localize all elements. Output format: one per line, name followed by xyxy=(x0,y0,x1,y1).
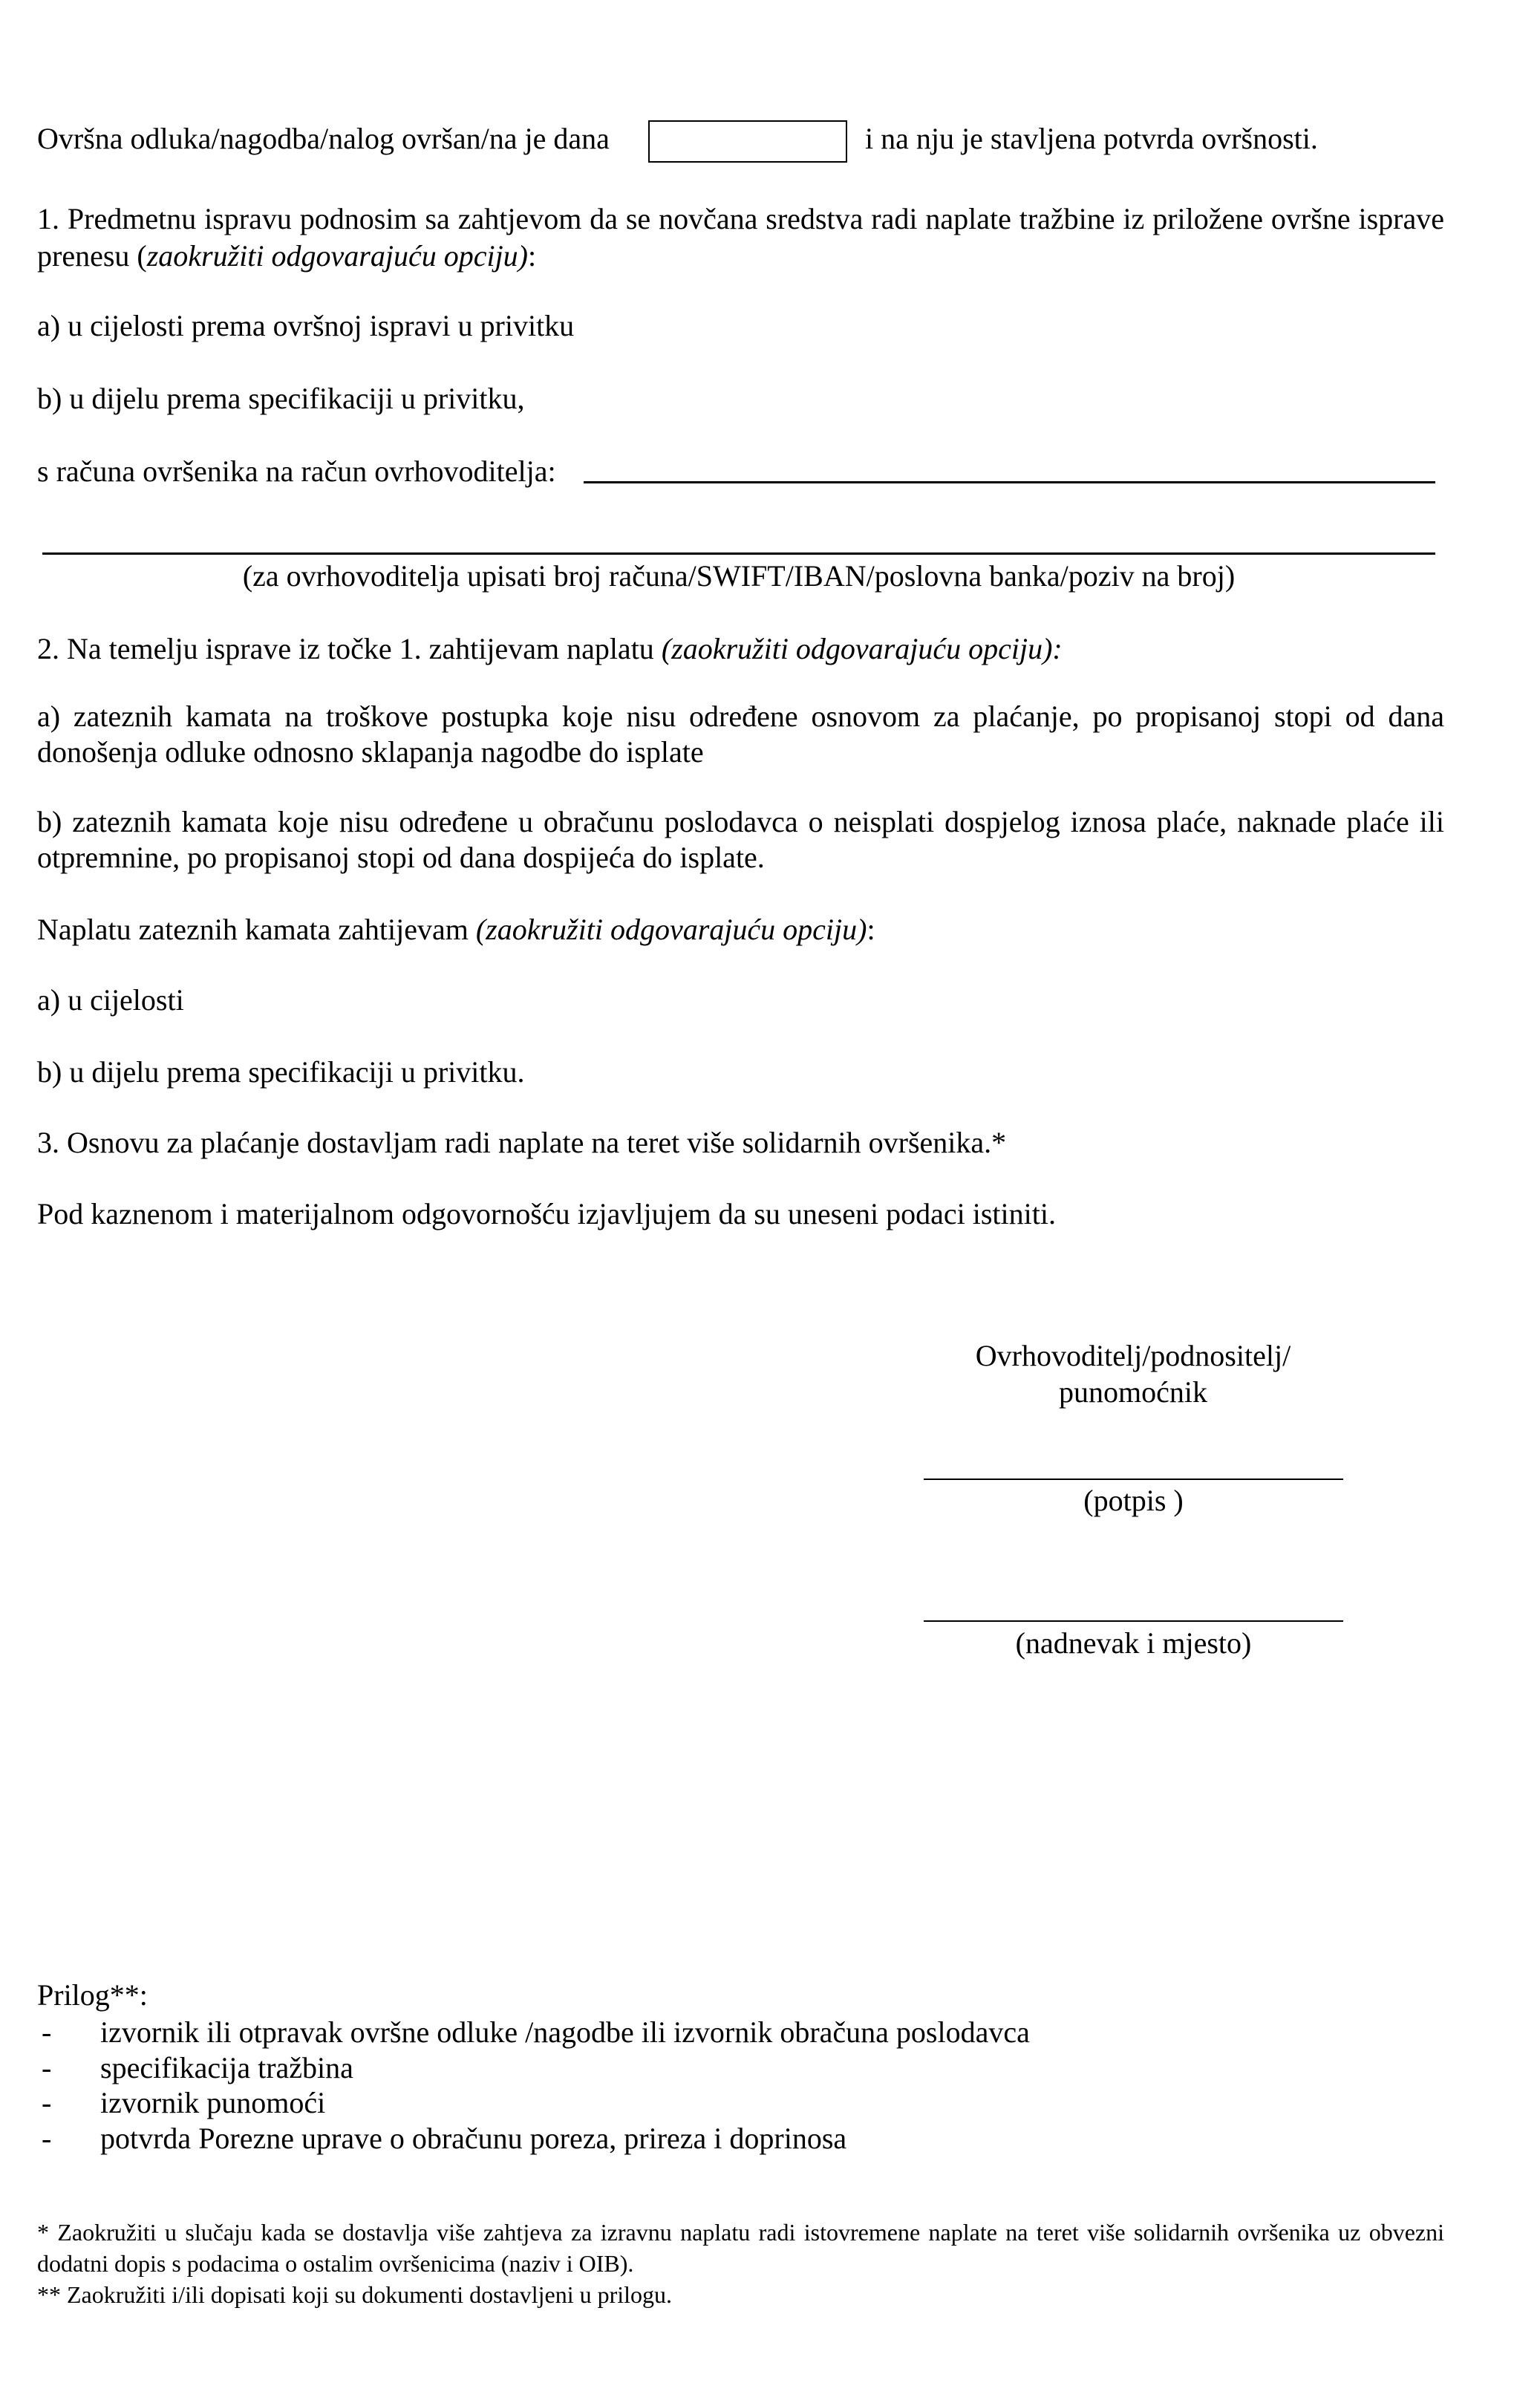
interest-colon: : xyxy=(867,913,875,946)
enforcement-date-label: Ovršna odluka/nagodba/nalog ovršan/na je dana xyxy=(37,122,610,155)
footnote-double-star: ** Zaokružiti i/ili dopisati koji su dokumenti dostavljeni u prilogu. xyxy=(37,2281,673,2308)
account-label: s računa ovršenika na račun ovrhovoditelja: xyxy=(37,454,556,488)
section-2-option-b[interactable]: b) zateznih kamata koje nisu određene u obračunu poslodavca o neisplati dospjelog iznosa plaće, naknade plaće ili otpremnine, po propisanoj stopi od dana dospijeća do isplate. xyxy=(37,805,1444,874)
interest-heading xyxy=(37,915,875,945)
signature-field[interactable] xyxy=(924,1441,1343,1479)
account-underline xyxy=(584,481,1435,483)
account-caption: (za ovrhovoditelja upisati broj računa/SWIFT/IBAN/poslovna banka/poziv na broj) xyxy=(242,559,1236,593)
declaration-text: Pod kaznenom i materijalnom odgovornošću izjavljujem da su uneseni podaci istiniti. xyxy=(37,1197,1056,1230)
account-input[interactable] xyxy=(584,453,1435,483)
account-underline-2 xyxy=(42,552,1435,555)
attachment-item[interactable]: potvrda Porezne uprave o obračunu poreza, prireza i doprinosa xyxy=(100,2122,847,2155)
date-place-field[interactable] xyxy=(924,1582,1343,1620)
section-1-instruction: zaokružiti odgovarajuću opciju) xyxy=(146,239,528,273)
section-2-text: 2. Na temelju isprave iz točke 1. zahtijevam naplatu xyxy=(37,632,662,665)
section-1-option-b[interactable]: b) u dijelu prema specifikaciji u privitku, xyxy=(37,382,525,415)
interest-text: Naplatu zateznih kamata zahtijevam xyxy=(37,913,476,946)
signature-caption: (potpis ) xyxy=(1083,1484,1184,1517)
section-1-text: 1. Predmetnu ispravu podnosim sa zahtjevom da se novčana sredstva radi naplate tražbine iz priložene ovršne isprave prenesu ( xyxy=(37,202,1444,273)
date-place-line xyxy=(924,1620,1343,1622)
section-1-paragraph xyxy=(37,200,1444,275)
bullet-dash-icon: - xyxy=(42,2122,52,2155)
section-2-option-a[interactable]: a) zateznih kamata na troškove postupka koje nisu određene osnovom za plaćanje, po propisanoj stopi od dana donošenja odluke odnosno sklapanja nagodbe do isplate xyxy=(37,700,1444,769)
attachments-label: Prilog**: xyxy=(37,1978,148,2012)
signature-title-line2: punomoćnik xyxy=(1059,1375,1207,1409)
bullet-dash-icon: - xyxy=(42,2086,52,2119)
interest-option-b[interactable]: b) u dijelu prema specifikaciji u privitku. xyxy=(37,1055,525,1089)
account-input-line-2[interactable] xyxy=(42,524,1435,553)
attachment-item[interactable]: specifikacija tražbina xyxy=(100,2051,353,2084)
enforcement-date-field[interactable] xyxy=(648,120,847,163)
section-2-instruction: (zaokružiti odgovarajuću opciju): xyxy=(661,632,1063,665)
bullet-dash-icon: - xyxy=(42,2051,52,2084)
bullet-dash-icon: - xyxy=(42,2015,52,2049)
footnote-single-star: * Zaokružiti u slučaju kada se dostavlja više zahtjeva za izravnu naplatu radi istovremene naplate na teret više solidarnih ovršenika uz obvezni dodatni dopis s podacima o ostalim ovršenicima (naziv i OIB). xyxy=(37,2219,1444,2277)
attachment-item[interactable]: izvornik ili otpravak ovršne odluke /nagodbe ili izvornik obračuna poslodavca xyxy=(100,2015,1030,2049)
section-1-option-a[interactable]: a) u cijelosti prema ovršnoj ispravi u privitku xyxy=(37,309,575,342)
interest-option-a[interactable]: a) u cijelosti xyxy=(37,983,184,1017)
enforcement-confirmation-text: i na nju je stavljena potvrda ovršnosti. xyxy=(865,122,1318,155)
section-3-option[interactable]: 3. Osnovu za plaćanje dostavljam radi naplate na teret više solidarnih ovršenika.* xyxy=(37,1126,1007,1159)
date-place-caption: (nadnevak i mjesto) xyxy=(1015,1626,1252,1660)
section-1-colon: : xyxy=(528,239,537,273)
signature-line xyxy=(924,1479,1343,1480)
interest-instruction: (zaokružiti odgovarajuću opciju) xyxy=(475,913,867,946)
signature-title-line1: Ovrhovoditelj/podnositelj/ xyxy=(975,1339,1291,1372)
attachment-item[interactable]: izvornik punomoći xyxy=(100,2086,326,2119)
section-2-heading xyxy=(37,634,1063,664)
